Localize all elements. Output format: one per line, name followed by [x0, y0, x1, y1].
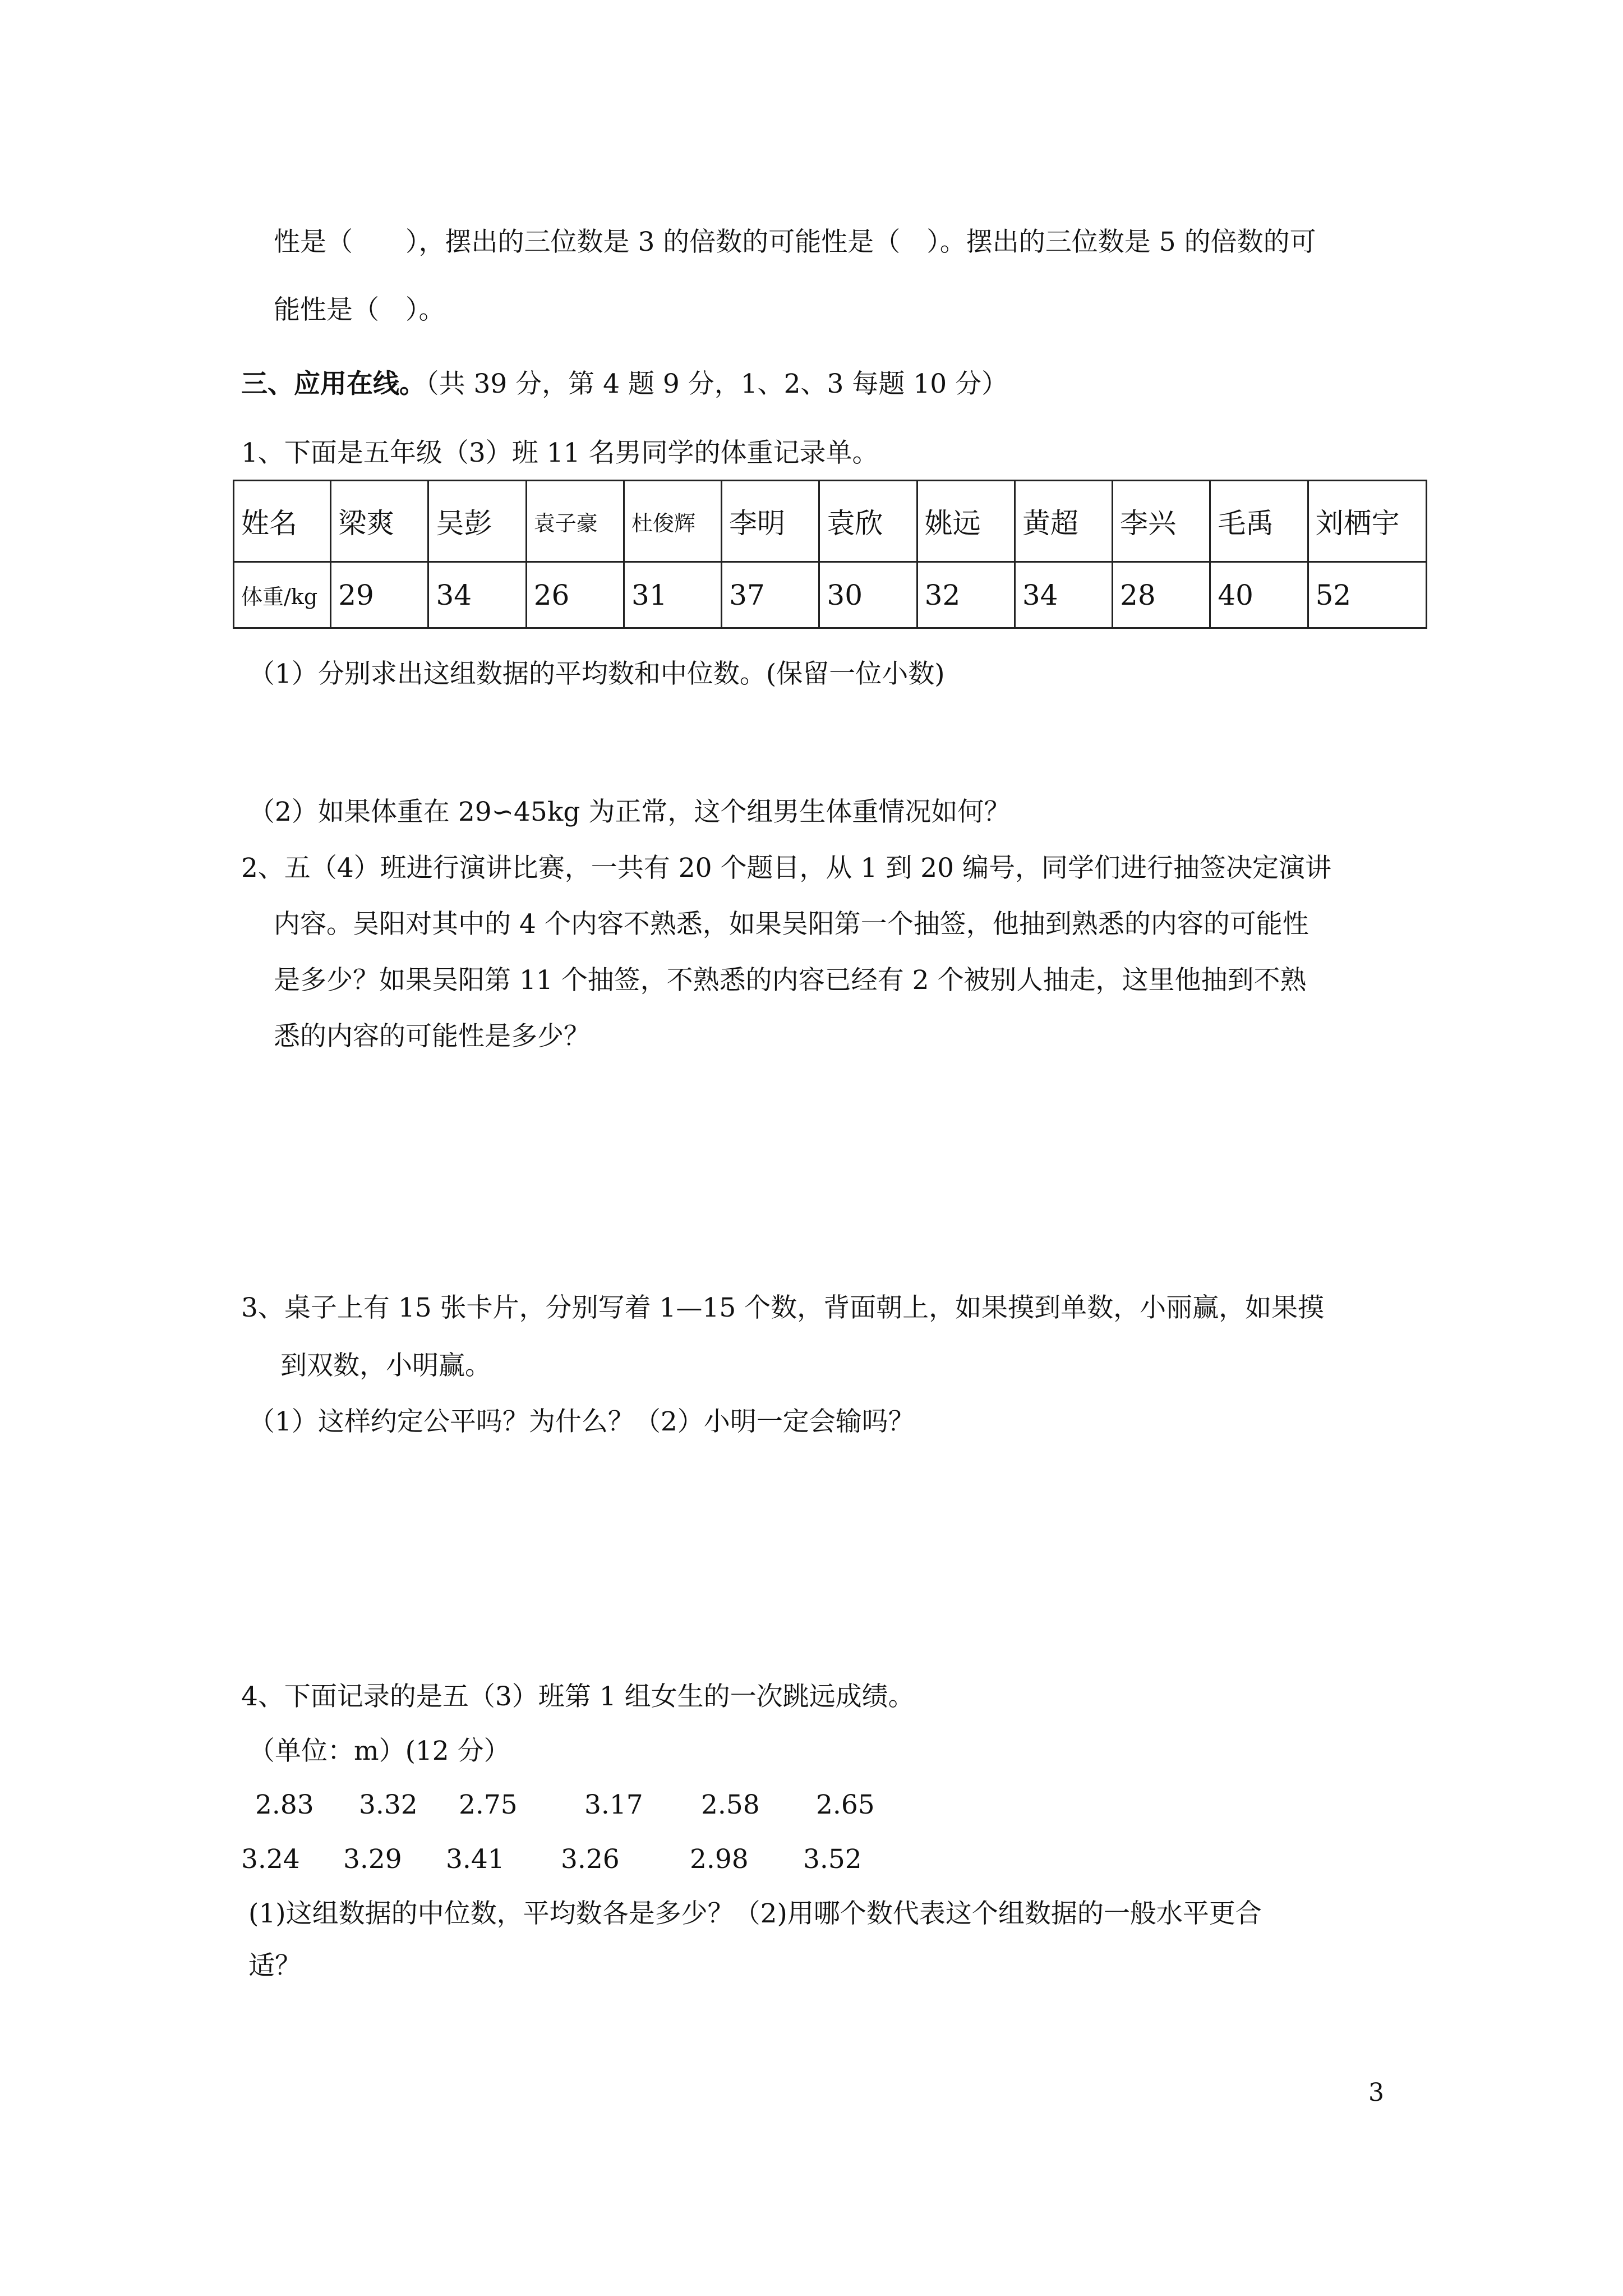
section-3-score-note: （共 39 分，第 4 题 9 分，1、2、3 每题 10 分） — [426, 369, 1008, 399]
jump-value: 2.83 — [255, 1789, 314, 1820]
jump-value: 3.26 — [561, 1844, 620, 1875]
question-4-sub-line-2: 适？ — [248, 1950, 301, 1981]
weight-table — [233, 480, 1427, 629]
name-cell: 刘栖宇 — [1308, 481, 1426, 562]
weight-cell: 37 — [722, 562, 819, 628]
table-row-weights — [234, 562, 1427, 628]
question-3-line-2: 到双数，小明赢。 — [280, 1350, 491, 1381]
continuation-line-1: 性是（ ），摆出的三位数是 3 的倍数的可能性是（ ）。摆出的三位数是 5 的倍数的可 — [274, 227, 1316, 257]
name-cell: 毛禹 — [1210, 481, 1308, 562]
weight-cell: 52 — [1308, 562, 1426, 628]
weight-cell: 34 — [1015, 562, 1112, 628]
name-cell: 杜俊辉 — [624, 481, 721, 562]
weight-cell: 31 — [624, 562, 721, 628]
name-cell: 黄超 — [1015, 481, 1112, 562]
question-2-line-3: 是多少？如果吴阳第 11 个抽签，不熟悉的内容已经有 2 个被别人抽走，这里他抽到不熟 — [274, 965, 1307, 996]
name-cell: 梁爽 — [331, 481, 428, 562]
name-cell: 李明 — [722, 481, 819, 562]
table-row-names — [234, 481, 1427, 562]
name-cell: 李兴 — [1113, 481, 1210, 562]
weight-cell: 26 — [526, 562, 624, 628]
jump-value: 2.58 — [701, 1789, 760, 1820]
jump-value: 2.65 — [816, 1789, 875, 1820]
question-1-intro: 1、下面是五年级（3）班 11 名男同学的体重记录单。 — [241, 438, 879, 468]
question-1-sub-2: （2）如果体重在 29∽45kg 为正常，这个组男生体重情况如何？ — [248, 797, 1011, 827]
weight-cell: 29 — [331, 562, 428, 628]
name-header-cell: 姓名 — [234, 481, 331, 562]
jump-value: 2.75 — [459, 1789, 518, 1820]
question-2-line-2: 内容。吴阳对其中的 4 个内容不熟悉，如果吴阳第一个抽签，他抽到熟悉的内容的可能性 — [274, 909, 1309, 940]
continuation-line-2: 能性是（ ）。 — [274, 295, 445, 325]
question-2-line-1: 2、五（4）班进行演讲比赛，一共有 20 个题目，从 1 到 20 编号，同学们进行抽签决定演讲 — [241, 853, 1331, 884]
weight-cell: 32 — [917, 562, 1015, 628]
section-3-title: 三、应用在线。 — [241, 369, 426, 399]
question-4-sub-line-1: (1)这组数据的中位数，平均数各是多少？（2)用哪个数代表这个组数据的一般水平更合 — [248, 1898, 1262, 1929]
question-3-line-1: 3、桌子上有 15 张卡片，分别写着 1—15 个数，背面朝上，如果摸到单数，小丽赢，如果摸 — [241, 1292, 1325, 1323]
jump-value: 3.41 — [446, 1844, 505, 1875]
question-4-unit: （单位：m）(12 分） — [248, 1736, 510, 1766]
question-4-intro: 4、下面记录的是五（3）班第 1 组女生的一次跳远成绩。 — [241, 1681, 915, 1712]
question-1-sub-1: （1）分别求出这组数据的平均数和中位数。(保留一位小数) — [248, 659, 945, 689]
name-cell: 姚远 — [917, 481, 1015, 562]
name-cell: 袁欣 — [819, 481, 917, 562]
weight-cell: 34 — [428, 562, 526, 628]
question-3-sub: （1）这样约定公平吗？为什么？（2）小明一定会输吗？ — [248, 1406, 915, 1437]
jump-value: 3.52 — [803, 1844, 862, 1875]
jump-value: 3.24 — [241, 1844, 300, 1875]
section-3-heading — [241, 367, 1008, 401]
question-2-line-4: 悉的内容的可能性是多少？ — [274, 1021, 590, 1052]
weight-cell: 30 — [819, 562, 917, 628]
weight-cell: 28 — [1113, 562, 1210, 628]
jump-value: 3.29 — [343, 1844, 402, 1875]
name-cell: 袁子豪 — [526, 481, 624, 562]
weight-header-cell: 体重/kg — [234, 562, 331, 628]
page-number: 3 — [1368, 2078, 1384, 2107]
jump-value: 3.17 — [584, 1789, 643, 1820]
jump-value: 2.98 — [690, 1844, 749, 1875]
weight-cell: 40 — [1210, 562, 1308, 628]
jump-value: 3.32 — [359, 1789, 418, 1820]
name-cell: 吴彭 — [428, 481, 526, 562]
